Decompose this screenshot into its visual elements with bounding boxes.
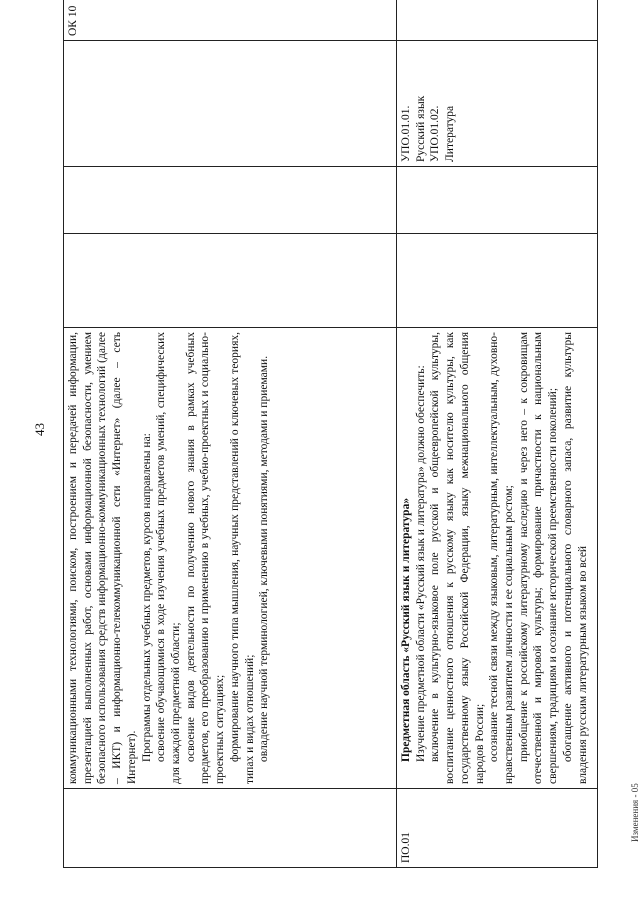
paragraph: Программы отдельных учебных предметов, курсов направлены на:	[140, 433, 153, 762]
paragraph: осознание тесной связи между языковым, литературным, интеллектуальным, духовно-нравственным развитием личности и ее социальным ростом;	[488, 332, 516, 784]
page-number: 43	[32, 423, 47, 436]
row1-ok-cell	[64, 0, 397, 41]
row1-content-cell	[64, 328, 397, 789]
paragraph: формирование научного типа мышления, научных представлений о ключевых теориях, типах и видах отношений;	[228, 332, 256, 784]
paragraph: приобщение к российскому литературному наследию и через него – к сокровищам отечественной и мировой культуры; формирование причастности к национальным свершениям, традициям и осознание исторической преемственности поколений;	[517, 332, 560, 784]
subject-item: Русский язык	[414, 95, 427, 162]
row2-empty-cell	[397, 234, 598, 328]
document-table-frame	[63, 5, 598, 868]
paragraph: обогащение активного и потенциального словарного запаса, развитие культуры владения русским литературным языком во всей	[561, 332, 589, 784]
paragraph: коммуникационными технологиями, поиском, построением и передачей информации, презентацией выполненных работ, основами информационной безопасности, умением безопасного использования средств информационно-коммуникационных технологий (далее – ИКТ) и информационно-телекоммуникационной сети «Интернет» (далее – сеть Интернет).	[67, 332, 138, 784]
curriculum-table	[63, 0, 598, 868]
table-row	[397, 0, 598, 868]
section-heading: Предметная область «Русский язык и литература»	[400, 497, 412, 762]
row2-content-cell	[397, 328, 598, 789]
paragraph: Изучение предметной области «Русский язык и литература» должно обеспечить:	[414, 365, 427, 762]
row1-subjects-cell	[64, 41, 397, 167]
row1-empty-cell	[64, 167, 397, 234]
row1-empty-cell	[64, 234, 397, 328]
paragraph: включение в культурно-языковое поле русской и общеевропейской культуры, воспитание ценностного отношения к русскому языку как носителю культуры, как государственному языку Российской Федерации, языку межнационального общения народов России;	[429, 332, 486, 784]
subject-item: Литература	[444, 105, 457, 162]
row1-code-cell	[64, 789, 397, 868]
subject-item: УПО.01.01.	[400, 105, 412, 162]
row2-code-cell	[397, 789, 598, 868]
paragraph: освоение обучающимися в ходе изучения учебных предметов умений, специфических для каждой предметной области;	[155, 332, 183, 784]
subject-item: УПО.01.02.	[429, 105, 442, 162]
paragraph: освоение видов деятельности по получению нового знания в рамках учебных предметов, его преобразованию и применению в учебных, учебно-проектных и социально-проектных ситуациях;	[184, 332, 227, 784]
ok-code: ОК 10	[67, 5, 79, 36]
table-row	[64, 0, 397, 868]
row2-subjects-cell	[397, 41, 598, 167]
revision-note: Изменения - 05	[630, 783, 640, 842]
section-code: ПО.01	[400, 832, 412, 863]
paragraph: овладение научной терминологией, ключевыми понятиями, методами и приемами.	[258, 355, 271, 762]
row2-empty-cell	[397, 167, 598, 234]
row2-ok-cell	[397, 0, 598, 41]
